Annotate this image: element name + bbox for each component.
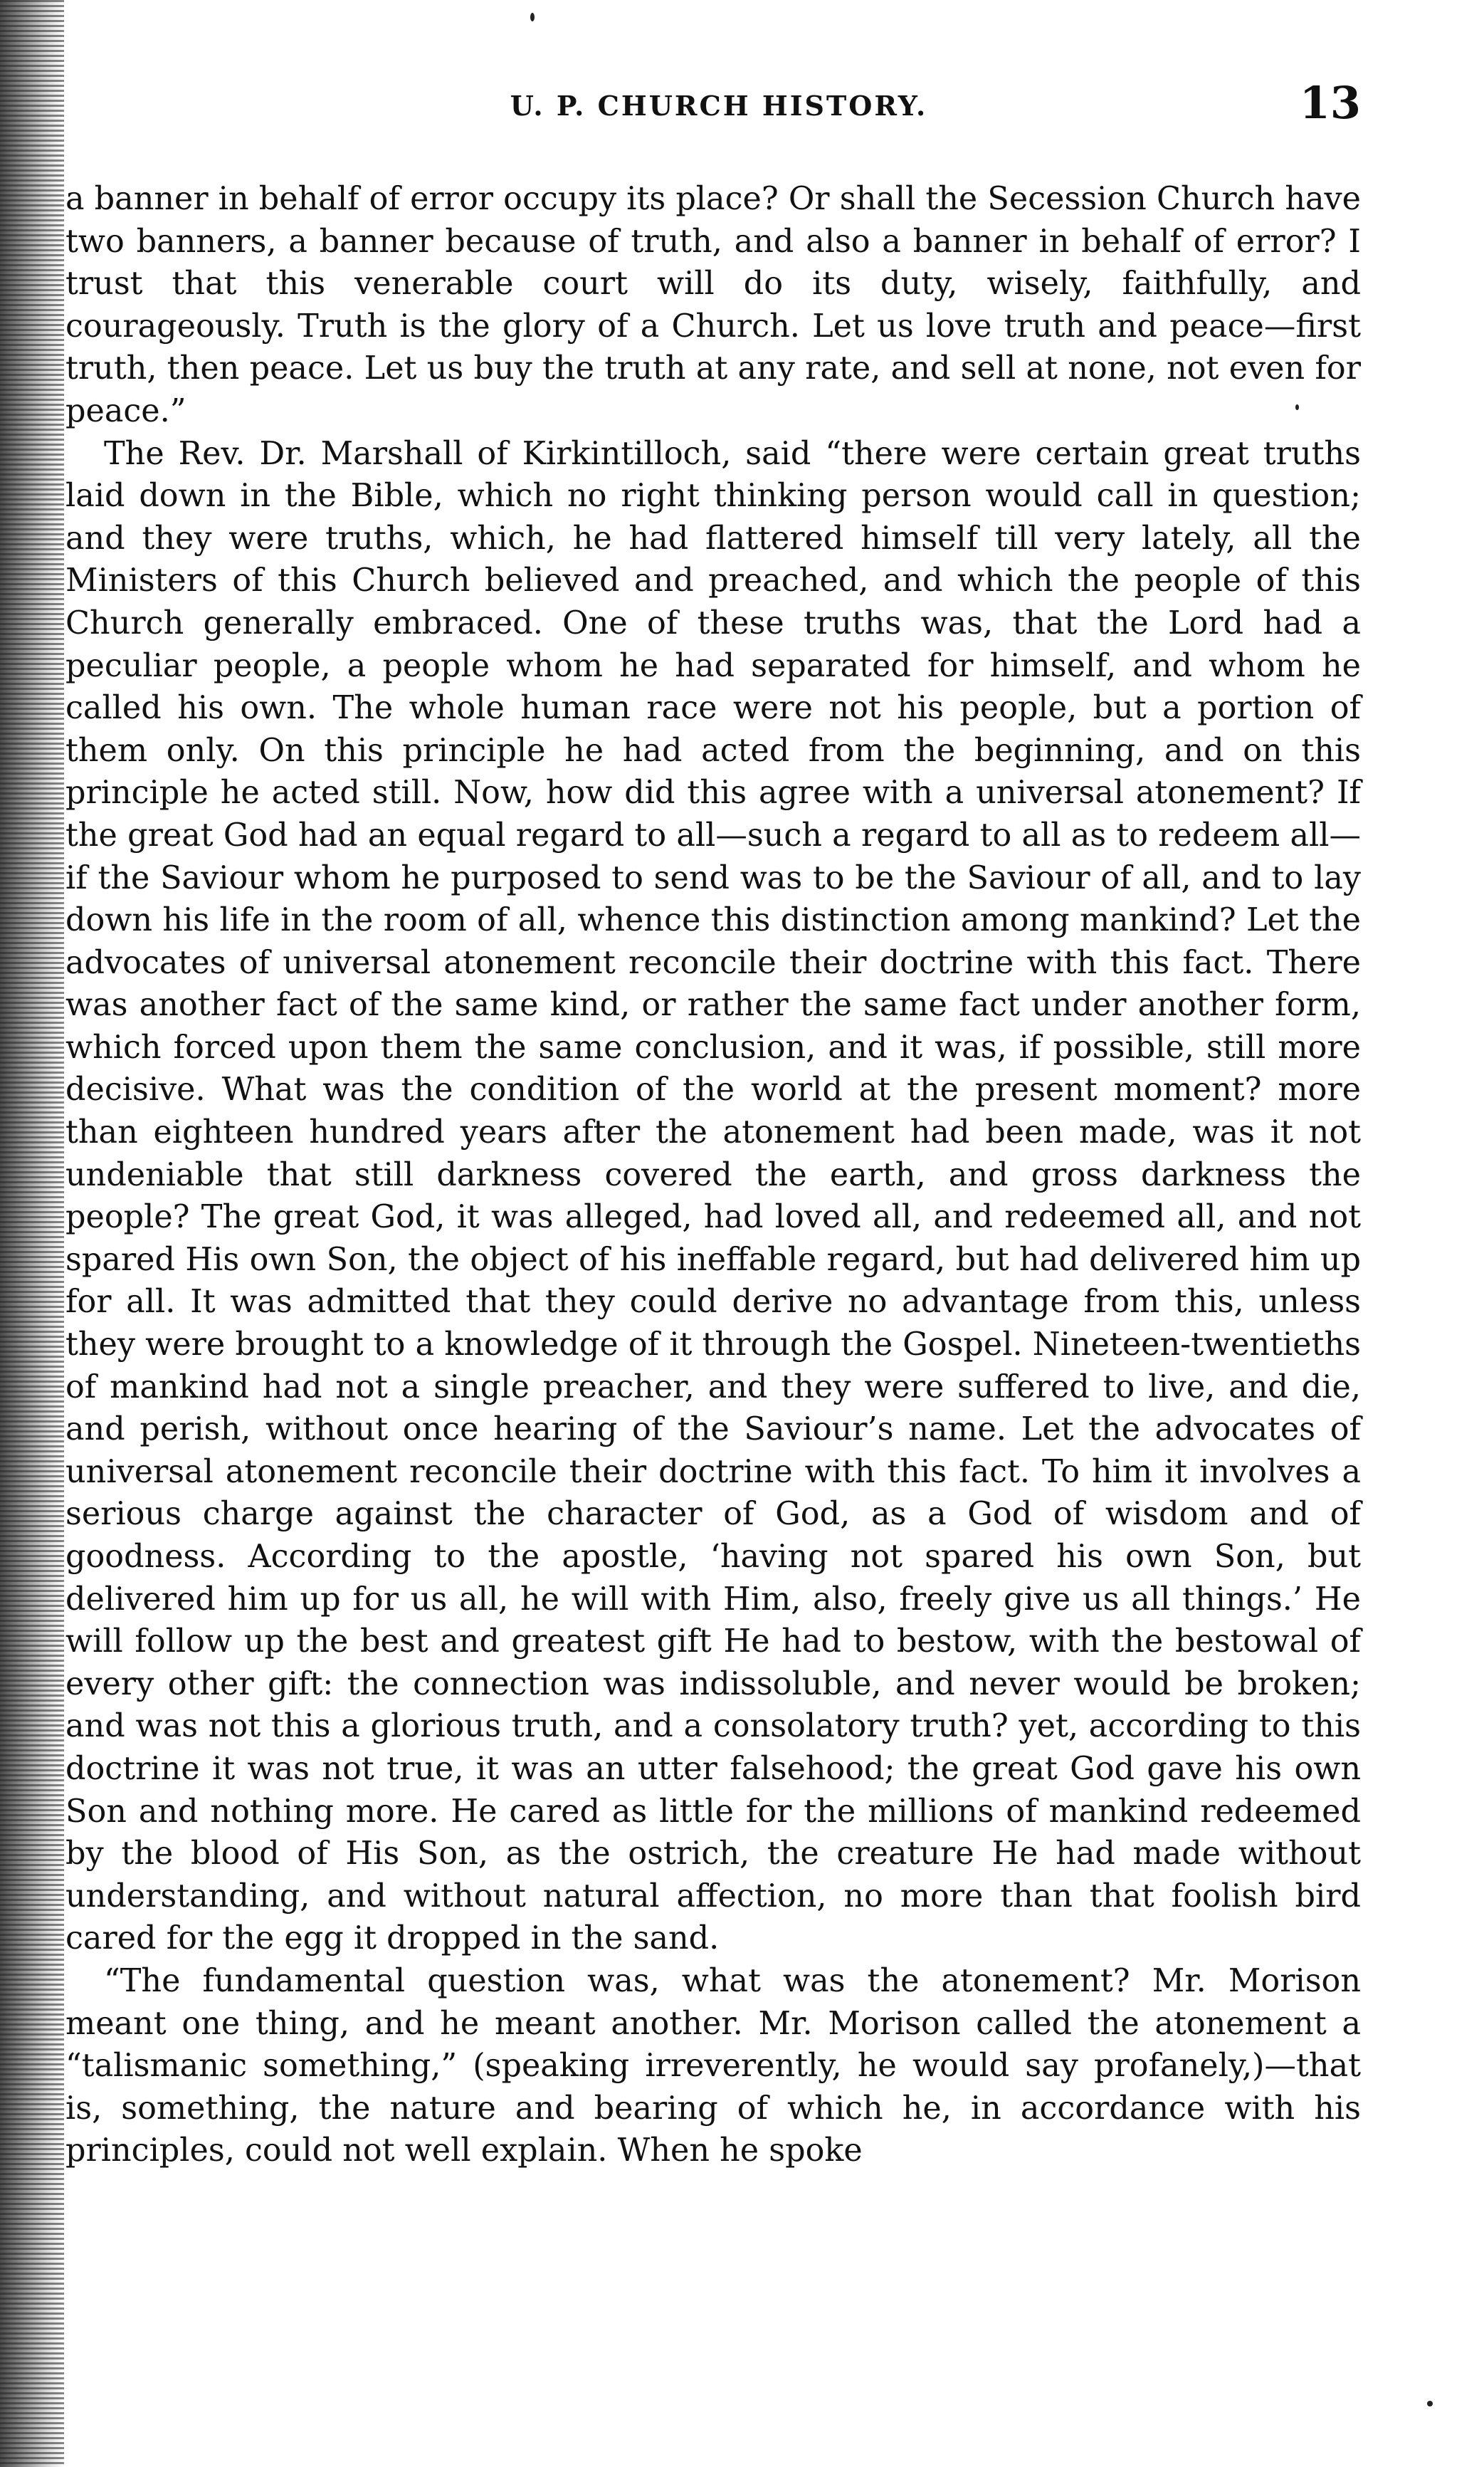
body-text xyxy=(65,178,1361,2172)
page-number: 13 xyxy=(1299,77,1361,129)
paragraph: a banner in behalf of error occupy its place? Or shall the Secession Church have two banners, a banner because of truth, and also a banner in behalf of error? I trust that this venerable court will do its duty, wisely, faithfully, and courageously. Truth is the glory of a Church. Let us love truth and peace—first truth, then peace. Let us buy the truth at any rate, and sell at none, not even for peace.” xyxy=(65,181,1362,429)
paragraph: The Rev. Dr. Marshall of Kirkintilloch, said “there were certain great truths laid down in the Bible, which no right thinking person would call in question; and they were truths, which, he had flattered himself till very lately, all the Ministers of this Church believed and preached, and which the people of this Church generally embraced. One of these truths was, that the Lord had a peculiar people, a people whom he had separated for himself, and whom he called his own. The whole human race were not his people, but a portion of them only. On this principle he had acted from the beginning, and on this principle he acted still. Now, how did this agree with a universal atonement? If the great God had an equal regard to all—such a regard to all as to redeem all—if the Saviour whom he purposed to send was to be the Saviour of all, and to lay down his life in the room of all, whence this distinction among mankind? Let the advocates of universal atonement reconcile their doctrine with this fact. There was another fact of the same kind, or rather the same fact under another form, which forced upon them the same conclusion, and it was, if possible, still more decisive. What was the condition of the world at the present moment? more than eighteen hundred years after the atonement had been made, was it not undeniable that still darkness covered the earth, and gross darkness the people? The great God, it was alleged, had loved all, and redeemed all, and not spared His own Son, the object of his ineffable regard, but had delivered him up for all. It was admitted that they could derive no advantage from this, unless they were brought to a knowledge of it through the Gospel. Nineteen-twentieths of mankind had not a single preacher, and they were suffered to live, and die, and perish, without once hearing of the Saviour’s name. Let the advocates of universal atonement reconcile their doctrine with this fact. To him it involves a serious charge against the character of God, as a God of wisdom and of goodness. According to the apostle, ‘having not spared his own Son, but delivered him up for us all, he will with Him, also, freely give us all things.’ He will follow up the best and greatest gift He had to bestow, with the bestowal of every other gift: the connection was indissoluble, and never would be broken; and was not this a glorious truth, and a consolatory truth? yet, according to this doctrine it was not true, it was an utter falsehood; the great God gave his own Son and nothing more. He cared as little for the millions of mankind redeemed by the blood of His Son, as the ostrich, the creature He had made without understanding, and without natural affection, no more than that foolish bird cared for the egg it dropped in the sand. xyxy=(65,435,1361,1957)
page-header xyxy=(64,77,1374,141)
ink-speck xyxy=(1427,2401,1433,2406)
ink-speck xyxy=(530,13,535,21)
running-title: U. P. CHURCH HISTORY. xyxy=(510,90,928,122)
binding-edge-shadow xyxy=(0,0,64,2467)
paragraph: “The fundamental question was, what was the atonement? Mr. Morison meant one thing, and he meant another. Mr. Morison called the atonement a “talismanic something,” (speaking irreverently, he would say profanely,)—that is, something, the nature and bearing of which he, in accordance with his principles, could not well explain. When he spoke xyxy=(65,1962,1361,2169)
